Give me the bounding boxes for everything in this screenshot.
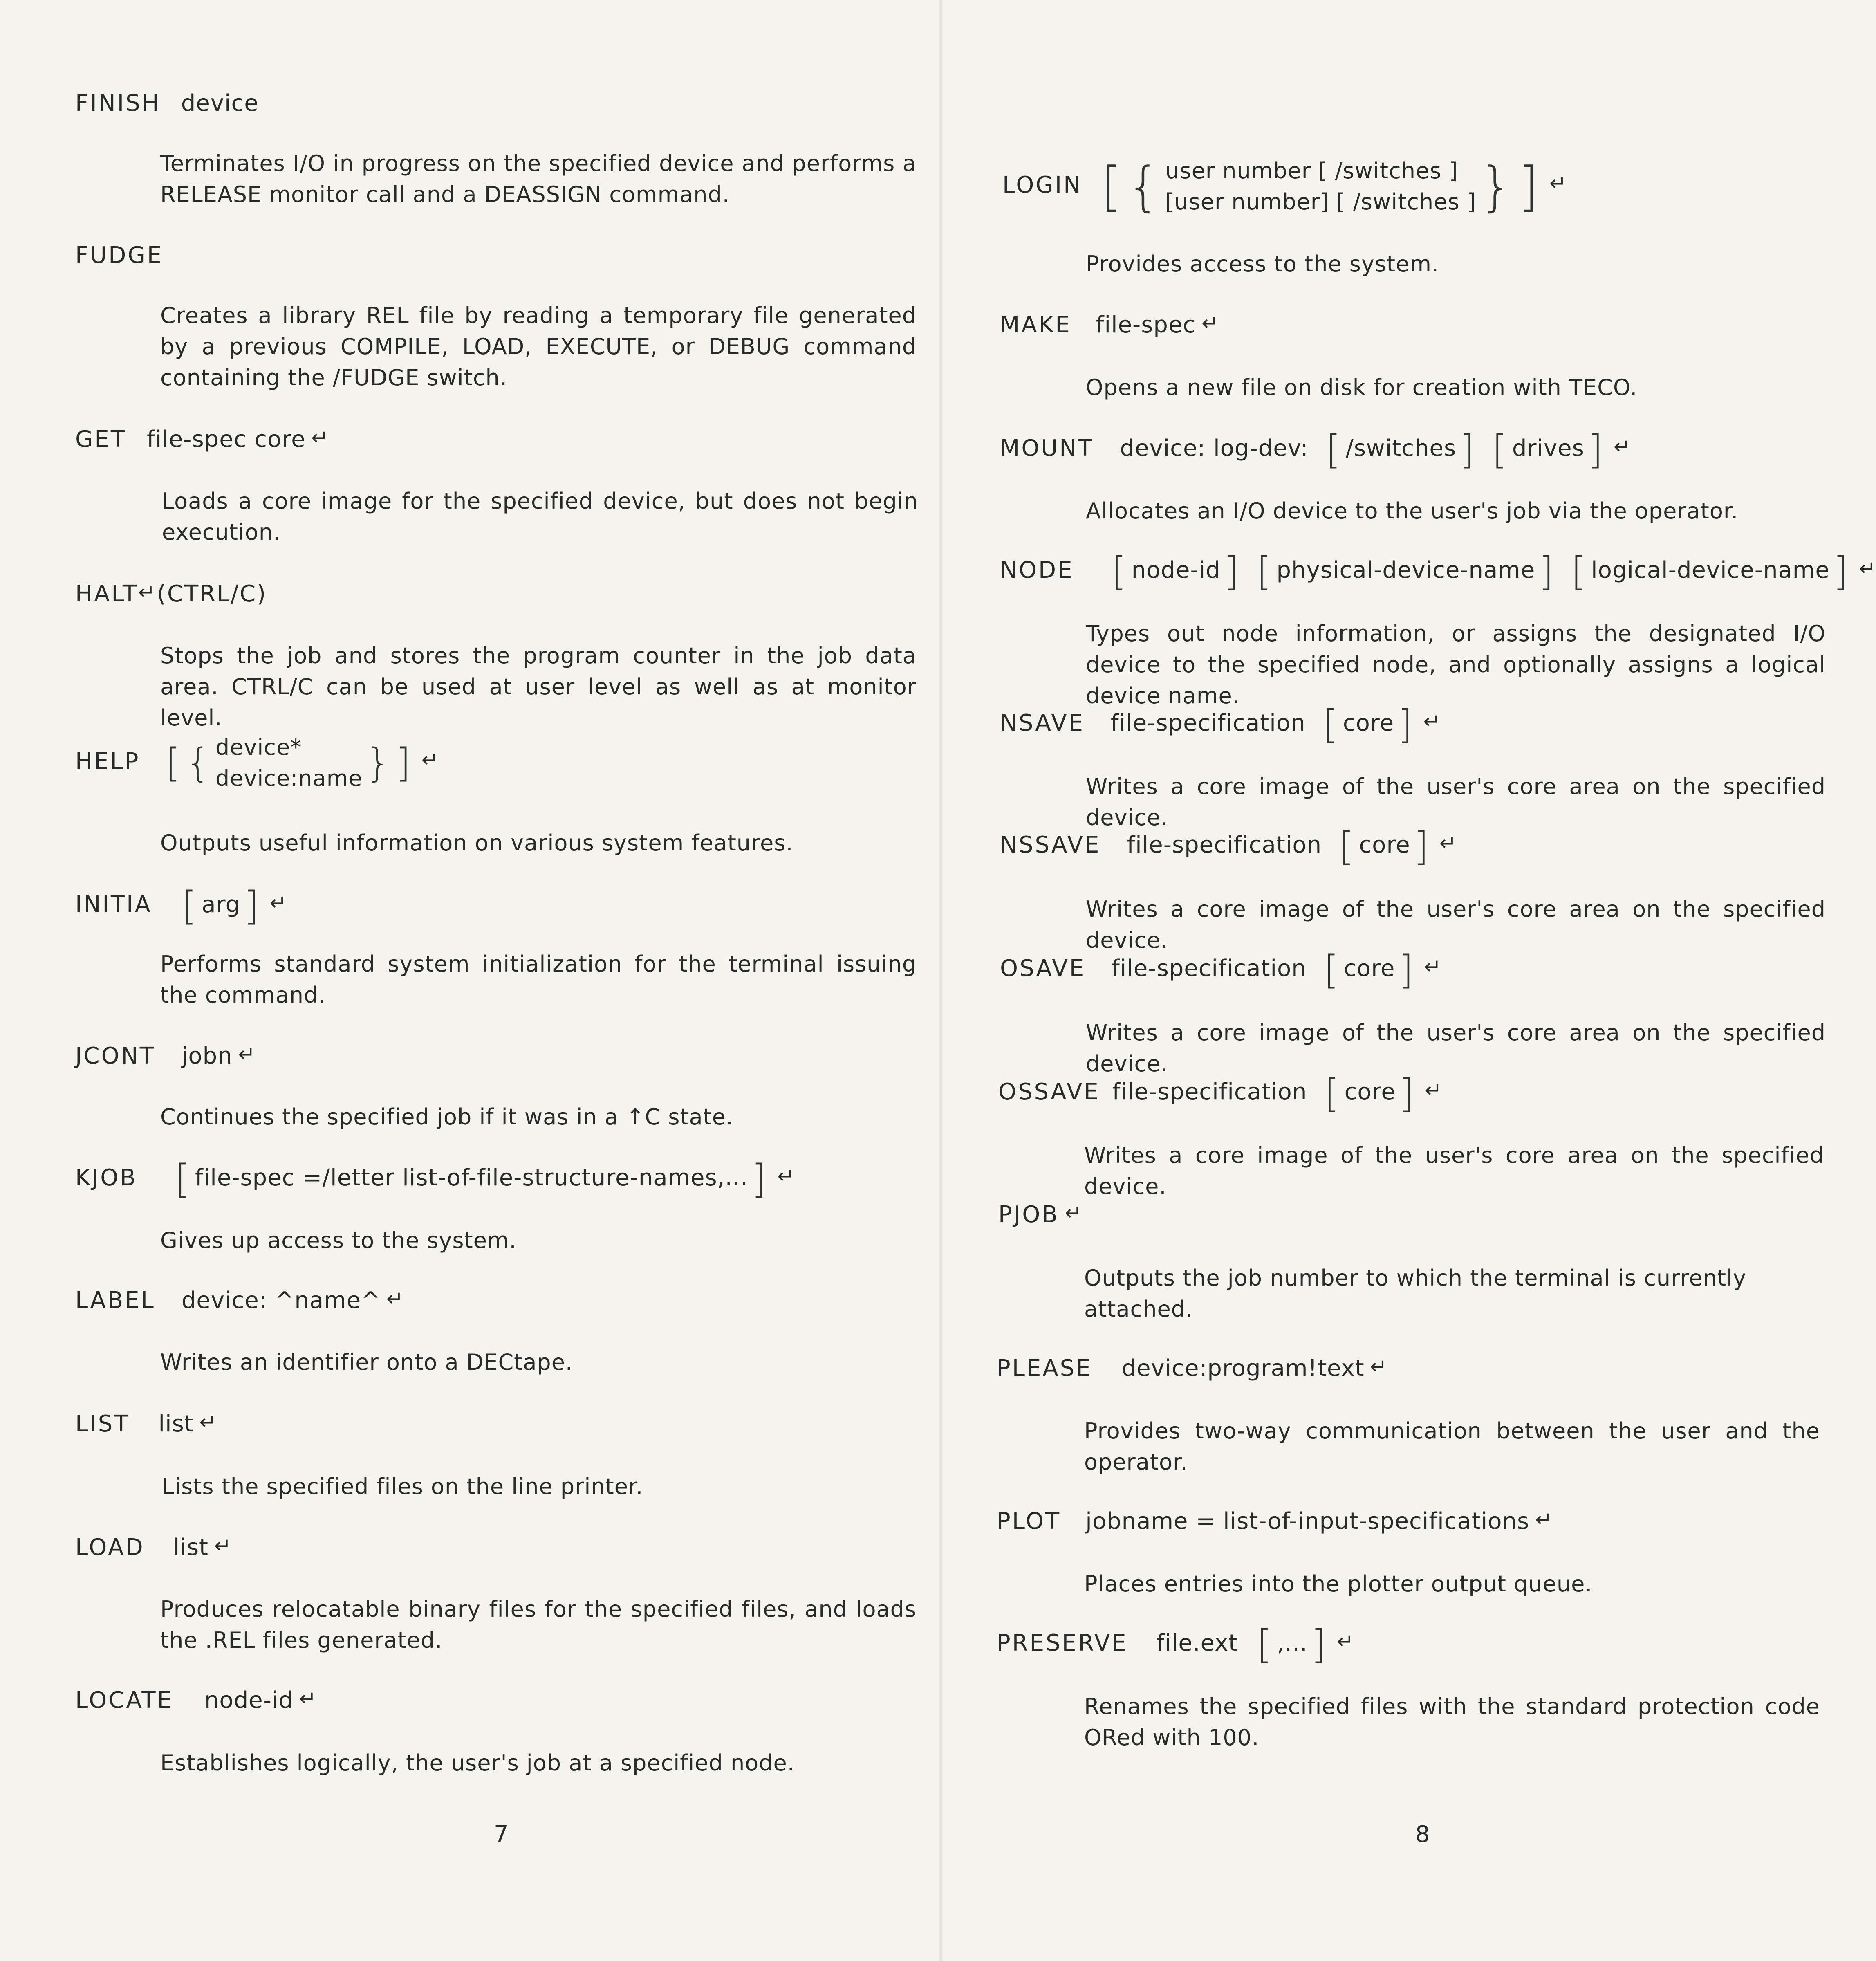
return-key-icon: ↵ [1439, 831, 1457, 855]
command-name: INITIA [75, 891, 152, 918]
close-bracket: ] [1399, 1070, 1416, 1116]
command-description: Places entries into the plotter output queue. [1084, 1571, 1593, 1597]
command-name: NSSAVE [1000, 832, 1101, 858]
command-description: Renames the specified files with the standard protection code ORed with 100. [1084, 1694, 1820, 1750]
command-args: file-specification [1110, 710, 1306, 736]
open-bracket: [ [1323, 947, 1341, 993]
command-line [1000, 548, 1876, 595]
open-brace: { [1126, 155, 1162, 218]
close-bracket: ] [1538, 548, 1555, 595]
command-args: file-specification [1112, 955, 1307, 982]
close-bracket: ] [1459, 426, 1477, 473]
command-line [1000, 426, 1631, 473]
return-key-icon: ↵ [1370, 1355, 1387, 1378]
command-line [75, 580, 267, 609]
alternative-item: user number [ /switches ] [1165, 158, 1458, 184]
alternative-item: device:name [215, 765, 363, 791]
command-description: Allocates an I/O device to the user's job via the operator. [1086, 498, 1739, 524]
command-description: Establishes logically, the user's job at a specified node. [160, 1750, 795, 1776]
command-description: Writes a core image of the user's core area on the specified device. [1086, 774, 1826, 830]
command-args: device: ^name^ [181, 1287, 381, 1314]
alternatives [215, 732, 363, 794]
close-bracket: ] [1311, 1621, 1328, 1667]
command-line [75, 241, 163, 270]
command-args: file-specification [1112, 1079, 1307, 1105]
command-name: MAKE [1000, 312, 1071, 338]
return-key-icon: ↵ [199, 1410, 217, 1434]
command-description: Types out node information, or assigns the designated I/O device to the specified node, and optionally assigns a logical device name. [1086, 621, 1826, 709]
close-brace: } [365, 740, 392, 786]
open-bracket: [ [175, 1156, 192, 1202]
command-name: PLOT [997, 1508, 1061, 1535]
open-bracket: [ [1492, 426, 1509, 473]
close-bracket: ] [751, 1156, 769, 1202]
command-line [75, 732, 439, 794]
command-args: (CTRL/C) [157, 581, 267, 607]
command-name: HALT [75, 581, 139, 607]
command-line [75, 1410, 217, 1439]
option-switches: /switches [1345, 435, 1457, 462]
return-key-icon: ↵ [214, 1534, 231, 1557]
command-name: OSAVE [1000, 955, 1086, 982]
command-args: file-spec [1096, 312, 1196, 338]
option-core: core [1344, 955, 1395, 982]
return-key-icon: ↵ [311, 426, 329, 449]
command-line [997, 1354, 1387, 1383]
command-args: node-id [204, 1687, 294, 1714]
open-bracket: [ [1256, 548, 1273, 595]
command-line [997, 1507, 1552, 1536]
close-bracket: ] [1224, 548, 1241, 595]
return-key-icon: ↵ [1859, 556, 1876, 580]
return-key-icon: ↵ [1425, 1078, 1442, 1102]
command-description: Terminates I/O in progress on the specified device and performs a RELEASE monitor call and a DEASSIGN command. [160, 150, 917, 207]
command-line [75, 1042, 256, 1071]
return-key-icon: ↵ [1535, 1508, 1553, 1531]
return-key-icon: ↵ [1549, 171, 1567, 195]
command-line [1000, 823, 1457, 869]
command-name: GET [75, 426, 126, 453]
command-description: Stops the job and stores the program counter in the job data area. CTRL/C can be used at user level as well as at monitor level. [160, 643, 917, 731]
right-page [944, 0, 1876, 1961]
command-description: Writes an identifier onto a DECtape. [160, 1349, 573, 1375]
command-description: Continues the specified job if it was in a ↑C state. [160, 1104, 734, 1130]
command-name: FINISH [75, 90, 161, 117]
open-bracket: [ [165, 740, 182, 786]
close-bracket: ] [1833, 548, 1850, 595]
command-description: Writes a core image of the user's core area on the specified device. [1086, 896, 1826, 953]
command-name: PRESERVE [997, 1630, 1128, 1656]
command-line [75, 89, 259, 118]
command-line [998, 1070, 1442, 1116]
open-brace: { [185, 740, 212, 786]
page-number: 7 [494, 1821, 509, 1848]
close-bracket: ] [395, 740, 413, 786]
command-args: device [181, 90, 259, 117]
option-list: ,... [1277, 1630, 1308, 1656]
command-description: Provides two-way communication between the user and the operator. [1084, 1418, 1820, 1475]
command-name: LOAD [75, 1534, 145, 1561]
command-args: file-spec core [146, 426, 306, 453]
command-name: PLEASE [997, 1355, 1092, 1382]
command-name: LIST [75, 1411, 130, 1437]
command-args: arg [202, 891, 241, 918]
return-key-icon: ↵ [238, 1042, 256, 1066]
command-name: NSAVE [1000, 710, 1085, 736]
return-key-icon: ↵ [138, 580, 156, 604]
command-description: Writes a core image of the user's core area on the specified device. [1084, 1142, 1824, 1199]
command-name: HELP [75, 748, 140, 775]
command-line [75, 1156, 795, 1202]
option-logical-device: logical-device-name [1591, 557, 1830, 583]
command-line [1000, 701, 1441, 747]
command-description: Outputs the job number to which the terminal is currently attached. [1084, 1265, 1746, 1322]
return-key-icon: ↵ [1201, 311, 1219, 335]
open-bracket: [ [181, 883, 199, 929]
command-description: Creates a library REL file by reading a temporary file generated by a previous COMPILE, LOAD, EXECUTE, or DEBUG command containing the /FUDGE switch. [160, 303, 917, 390]
command-description: Lists the specified files on the line printer. [162, 1474, 643, 1499]
open-bracket: [ [1322, 701, 1340, 747]
return-key-icon: ↵ [386, 1287, 403, 1310]
close-bracket: ] [1518, 155, 1541, 218]
command-line [1000, 947, 1441, 993]
page-gutter [939, 0, 943, 1961]
command-description: Opens a new file on disk for creation with TECO. [1086, 375, 1638, 400]
option-core: core [1344, 1079, 1396, 1105]
command-name: LOGIN [1002, 172, 1083, 199]
command-args: list [158, 1411, 194, 1437]
alternatives [1165, 155, 1476, 218]
command-args: jobname = list-of-input-specifications [1085, 1508, 1530, 1535]
command-line [75, 883, 287, 929]
command-args: file.ext [1156, 1630, 1238, 1656]
command-description: Writes a core image of the user's core area on the specified device. [1086, 1020, 1826, 1077]
command-args: file-spec =/letter list-of-file-structure-names,... [195, 1164, 748, 1191]
command-name: LOCATE [75, 1687, 173, 1714]
command-args: jobn [181, 1043, 233, 1069]
open-bracket: [ [1111, 548, 1128, 595]
command-line [1000, 311, 1219, 340]
command-description: Gives up access to the system. [160, 1227, 517, 1253]
close-bracket: ] [1413, 823, 1431, 869]
command-args: list [173, 1534, 208, 1561]
command-args: file-specification [1127, 832, 1322, 858]
alternative-item: device* [215, 734, 302, 760]
return-key-icon: ↵ [299, 1687, 316, 1710]
command-description: Provides access to the system. [1086, 251, 1439, 277]
open-bracket: [ [1338, 823, 1356, 869]
option-node-id: node-id [1131, 557, 1221, 583]
return-key-icon: ↵ [1614, 435, 1631, 458]
close-bracket: ] [244, 883, 261, 929]
command-line [75, 1686, 316, 1715]
command-name: PJOB [998, 1201, 1059, 1228]
close-brace: } [1479, 155, 1515, 218]
command-name: MOUNT [1000, 435, 1094, 462]
option-drives: drives [1512, 435, 1585, 462]
command-name: NODE [1000, 557, 1074, 583]
open-bracket: [ [1325, 426, 1343, 473]
return-key-icon: ↵ [777, 1164, 795, 1188]
command-line [75, 1286, 403, 1315]
command-description: Outputs useful information on various system features. [160, 830, 793, 856]
command-line [75, 1533, 231, 1562]
close-bracket: ] [1397, 701, 1414, 747]
command-name: KJOB [75, 1164, 137, 1191]
command-name: FUDGE [75, 242, 164, 269]
alternative-item: [user number] [ /switches ] [1165, 189, 1476, 215]
command-name: JCONT [75, 1043, 155, 1069]
command-description: Produces relocatable binary files for the specified files, and loads the .REL files generated. [160, 1596, 917, 1653]
option-core: core [1343, 710, 1394, 736]
return-key-icon: ↵ [1065, 1201, 1082, 1225]
return-key-icon: ↵ [269, 891, 287, 915]
option-physical-device: physical-device-name [1276, 557, 1535, 583]
page-number: 8 [1415, 1821, 1430, 1848]
close-bracket: ] [1587, 426, 1605, 473]
open-bracket: [ [1571, 548, 1588, 595]
open-bracket: [ [1257, 1621, 1274, 1667]
open-bracket: [ [1324, 1070, 1341, 1116]
return-key-icon: ↵ [1424, 955, 1441, 978]
close-bracket: ] [1398, 947, 1415, 993]
command-args: device:program!text [1121, 1355, 1365, 1382]
command-line [75, 425, 328, 454]
return-key-icon: ↵ [1423, 709, 1441, 733]
return-key-icon: ↵ [1337, 1629, 1354, 1653]
command-line [1002, 155, 1567, 218]
command-description: Performs standard system initialization for the terminal issuing the command. [160, 951, 917, 1008]
command-name: LABEL [75, 1287, 155, 1314]
return-key-icon: ↵ [421, 748, 439, 772]
option-core: core [1359, 832, 1410, 858]
command-line [997, 1621, 1354, 1667]
command-name: OSSAVE [998, 1079, 1100, 1105]
command-line [998, 1200, 1082, 1230]
command-description: Loads a core image for the specified device, but does not begin execution. [162, 488, 918, 545]
command-args: device: log-dev: [1120, 435, 1309, 462]
open-bracket: [ [1100, 155, 1123, 218]
left-page [0, 0, 936, 1961]
